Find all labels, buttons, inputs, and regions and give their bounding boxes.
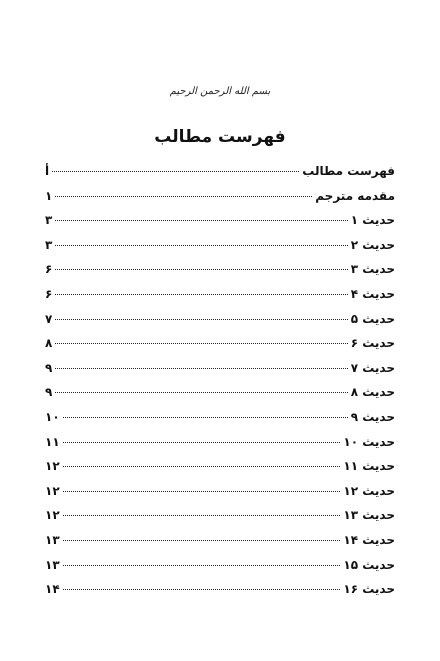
toc-entry[interactable] — [45, 484, 395, 509]
toc-entry-page: ۱۳ — [45, 557, 60, 572]
toc-entry[interactable] — [45, 189, 395, 214]
dot-leader — [63, 442, 341, 443]
toc-entry-label: حدیث ۴ — [350, 286, 395, 301]
toc-entry[interactable] — [45, 385, 395, 410]
toc-entry-label: حدیث ۳ — [350, 262, 395, 277]
toc-entry-label: فهرست مطالب — [302, 164, 395, 178]
dot-leader — [55, 245, 347, 246]
toc-entry-label: حدیث ۷ — [350, 360, 395, 375]
dot-leader — [63, 417, 348, 418]
toc-entry[interactable] — [45, 287, 395, 312]
toc-entry[interactable] — [45, 361, 395, 386]
dot-leader — [63, 515, 341, 516]
toc-entry-label: حدیث ۱۳ — [343, 508, 395, 523]
toc-entry[interactable] — [45, 238, 395, 263]
dot-leader — [55, 343, 347, 344]
toc-entry-page: ۷ — [45, 311, 53, 326]
toc-entry[interactable] — [45, 312, 395, 337]
toc-entry-page: ۱۳ — [45, 532, 60, 547]
toc-entry-page: ۱ — [45, 188, 53, 203]
toc-entry-label: مقدمه مترجم — [315, 188, 395, 203]
toc-entry[interactable] — [45, 508, 395, 533]
toc-entry-label: حدیث ۲ — [350, 237, 395, 252]
dot-leader — [55, 220, 347, 221]
basmala-heading: بسم الله الرحمن الرحیم — [169, 86, 271, 97]
toc-entry-label: حدیث ۱۲ — [343, 483, 395, 498]
toc-entry-label: حدیث ۵ — [350, 311, 395, 326]
dot-leader — [55, 319, 347, 320]
dot-leader — [63, 589, 341, 590]
dot-leader — [63, 565, 341, 566]
page-title: فهرست مطالب — [154, 127, 286, 147]
toc-entry-page: ۸ — [45, 336, 53, 351]
dot-leader — [55, 196, 312, 197]
toc-entry-page: ۳ — [45, 237, 53, 252]
toc-entry-page: ۱۰ — [45, 409, 60, 424]
toc-entry-label: حدیث ۱۰ — [343, 434, 395, 449]
toc-entry[interactable] — [45, 435, 395, 460]
toc-entry-label: حدیث ۱ — [350, 213, 395, 228]
toc-entry-page: ۱۲ — [45, 459, 60, 474]
toc-entry[interactable] — [45, 410, 395, 435]
toc-entry-page: ۹ — [45, 360, 53, 375]
dot-leader — [63, 540, 341, 541]
toc-entry-page: أ — [45, 164, 50, 178]
toc-entry-label: حدیث ۱۱ — [343, 459, 395, 474]
toc-entry-label: حدیث ۹ — [350, 409, 395, 424]
dot-leader — [55, 269, 347, 270]
dot-leader — [63, 466, 341, 467]
toc-entry-page: ۱۲ — [45, 483, 60, 498]
toc-entry[interactable] — [45, 533, 395, 558]
toc-entry[interactable] — [45, 459, 395, 484]
dot-leader — [55, 368, 347, 369]
toc-entry-page: ۱۱ — [45, 434, 60, 449]
toc-entry-label: حدیث ۱۵ — [343, 557, 395, 572]
toc-entry-page: ۱۴ — [45, 582, 60, 597]
toc-entry[interactable] — [45, 262, 395, 287]
toc-entry-label: حدیث ۶ — [350, 336, 395, 351]
dot-leader — [55, 392, 347, 393]
toc-entry-page: ۶ — [45, 262, 53, 277]
dot-leader — [52, 171, 299, 172]
dot-leader — [63, 491, 341, 492]
table-of-contents — [45, 164, 395, 607]
toc-entry[interactable] — [45, 213, 395, 238]
toc-entry[interactable] — [45, 336, 395, 361]
toc-entry-label: حدیث ۸ — [350, 385, 395, 400]
toc-entry-page: ۱۲ — [45, 508, 60, 523]
toc-entry-page: ۳ — [45, 213, 53, 228]
toc-entry-page: ۶ — [45, 286, 53, 301]
dot-leader — [55, 294, 347, 295]
toc-entry-page: ۹ — [45, 385, 53, 400]
toc-entry[interactable] — [45, 582, 395, 607]
toc-entry[interactable] — [45, 164, 395, 189]
toc-entry-label: حدیث ۱۴ — [343, 532, 395, 547]
toc-entry-label: حدیث ۱۶ — [343, 582, 395, 597]
toc-entry[interactable] — [45, 558, 395, 583]
